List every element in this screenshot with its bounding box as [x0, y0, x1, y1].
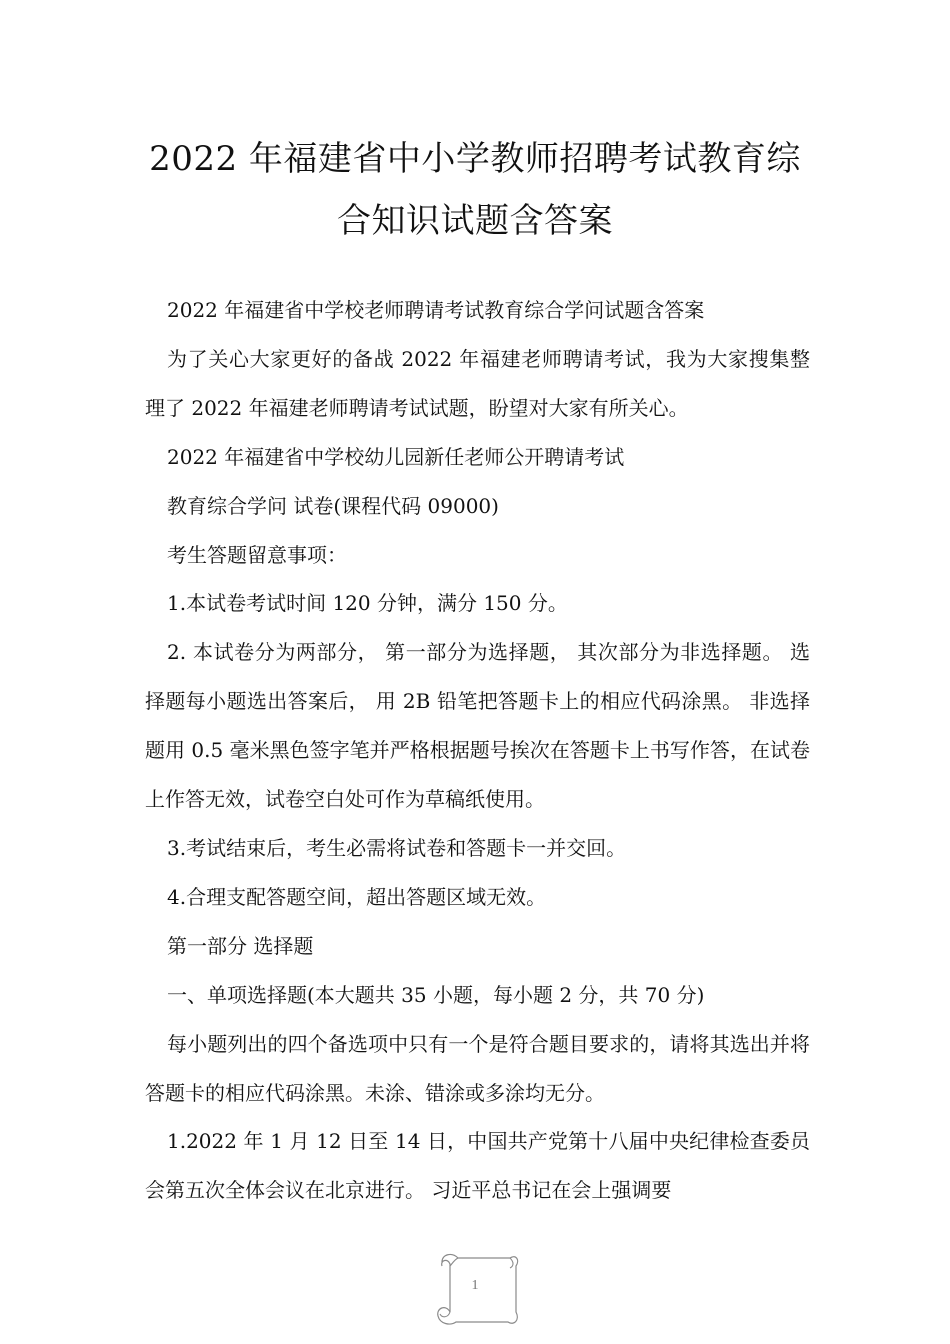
page-number: 1 [471, 1278, 479, 1293]
title-line-1: 2022 年福建省中小学教师招聘考试教育综 [149, 139, 801, 179]
paragraph-section-instructions: 每小题列出的四个备选项中只有一个是符合题目要求的，请将其选出并将答题卡的相应代码涂黑。未涂、错涂或多涂均无分。 [145, 1031, 810, 1105]
paragraph-note-2: 2. 本试卷分为两部分， 第一部分为选择题， 其次部分为非选择题。 选择题每小题选出答案后， 用 2B 铅笔把答题卡上的相应代码涂黑。 非选择题用 0.5 毫米黑色签字笔并严格根据题号挨次在答题卡上书写作答，在试卷上作答无效，试卷空白处可作为草稿纸使用。 [145, 640, 810, 812]
document-body [145, 286, 810, 1215]
paragraph-section-heading: 一、单项选择题(本大题共 35 小题，每小题 2 分，共 70 分) [167, 982, 705, 1007]
paragraph-note-3: 3.考试结束后，考生必需将试卷和答题卡一并交回。 [167, 835, 627, 860]
paragraph-course-code: 教育综合学问 试卷(课程代码 09000) [167, 493, 499, 518]
paragraph-note-1: 1.本试卷考试时间 120 分钟，满分 150 分。 [167, 591, 568, 616]
paragraph-exam-name: 2022 年福建省中学校幼儿园新任老师公开聘请考试 [167, 444, 625, 469]
paragraph-note-4: 4.合理支配答题空间，超出答题区域无效。 [167, 884, 547, 909]
paragraph-part-heading: 第一部分 选择题 [167, 933, 314, 958]
title-line-2: 合知识试题含答案 [337, 201, 613, 241]
document-title [120, 128, 830, 252]
paragraph-subtitle: 2022 年福建省中学校老师聘请考试教育综合学问试题含答案 [167, 298, 705, 322]
paragraph-notes-heading: 考生答题留意事项： [167, 542, 347, 567]
paragraph-intro: 为了关心大家更好的备战 2022 年福建老师聘请考试，我为大家搜集整理了 2022 年福建老师聘请考试试题，盼望对大家有所关心。 [145, 346, 810, 420]
page-footer [428, 1250, 522, 1328]
paragraph-question-1: 1.2022 年 1 月 12 日至 14 日，中国共产党第十八届中央纪律检查委员会第五次全体会议在北京进行。 习近平总书记在会上强调要 [145, 1129, 810, 1203]
